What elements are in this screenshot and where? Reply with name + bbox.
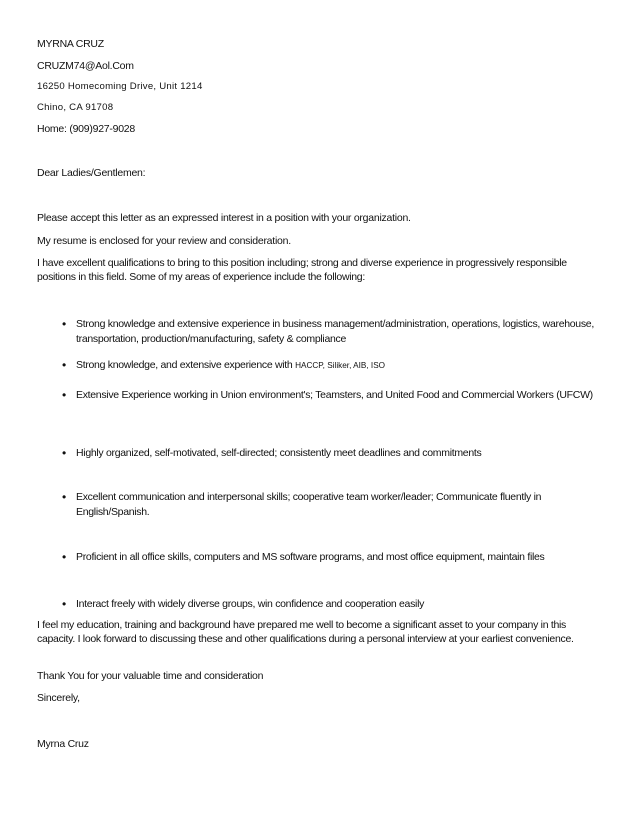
sign-off: Sincerely, (37, 692, 80, 704)
list-item: Excellent communication and interpersonal skills; cooperative team worker/leader; Communicate fluently in English/Spanish. (76, 491, 542, 518)
list-item-certifications: HACCP, Siliker, AIB, ISO (295, 361, 386, 370)
sender-phone: Home: (909)927-9028 (37, 123, 135, 135)
list-item-text: Strong knowledge, and extensive experience with (76, 359, 296, 371)
intro-paragraph-1: Please accept this letter as an expressed interest in a position with your organization. (37, 212, 411, 224)
list-item: Strong knowledge and extensive experience in business management/administration, operations, logistics, warehouse, transportation, production/manufacturing, safety & compliance (76, 318, 594, 345)
bullet-icon: • (62, 358, 67, 372)
bullet-icon: • (62, 317, 67, 331)
thanks-line: Thank You for your valuable time and consideration (37, 670, 264, 682)
intro-paragraph-3: I have excellent qualifications to bring to this position including; strong and diverse experience in progressively responsible positions in this field. Some of my areas of experience include the following: (37, 257, 567, 283)
salutation: Dear Ladies/Gentlemen: (37, 167, 146, 179)
sender-name: MYRNA CRUZ (37, 38, 104, 50)
bullet-icon: • (62, 597, 67, 611)
list-item: Interact freely with widely diverse groups, win confidence and cooperation easily (76, 598, 425, 610)
list-item (76, 358, 596, 373)
bullet-icon: • (62, 388, 67, 402)
closing-paragraph: I feel my education, training and background have prepared me well to become a significant asset to your company in this capacity. I look forward to discussing these and other qualifications during a personal interview at your earliest convenience. (37, 619, 574, 645)
sender-address-line2: Chino, CA 91708 (37, 102, 114, 113)
bullet-icon: • (62, 446, 67, 460)
list-item: Proficient in all office skills, computers and MS software programs, and most office equipment, maintain files (76, 551, 545, 563)
sender-address-line1: 16250 Homecoming Drive, Unit 1214 (37, 81, 203, 92)
list-item: Highly organized, self-motivated, self-directed; consistently meet deadlines and commitments (76, 447, 482, 459)
list-item: Extensive Experience working in Union environment's; Teamsters, and United Food and Commercial Workers (UFCW) (76, 389, 593, 401)
sender-email: CRUZM74@Aol.Com (37, 60, 134, 72)
bullet-icon: • (62, 550, 67, 564)
bullet-icon: • (62, 490, 67, 504)
signature-name: Myrna Cruz (37, 738, 89, 750)
intro-paragraph-2: My resume is enclosed for your review and consideration. (37, 235, 291, 247)
